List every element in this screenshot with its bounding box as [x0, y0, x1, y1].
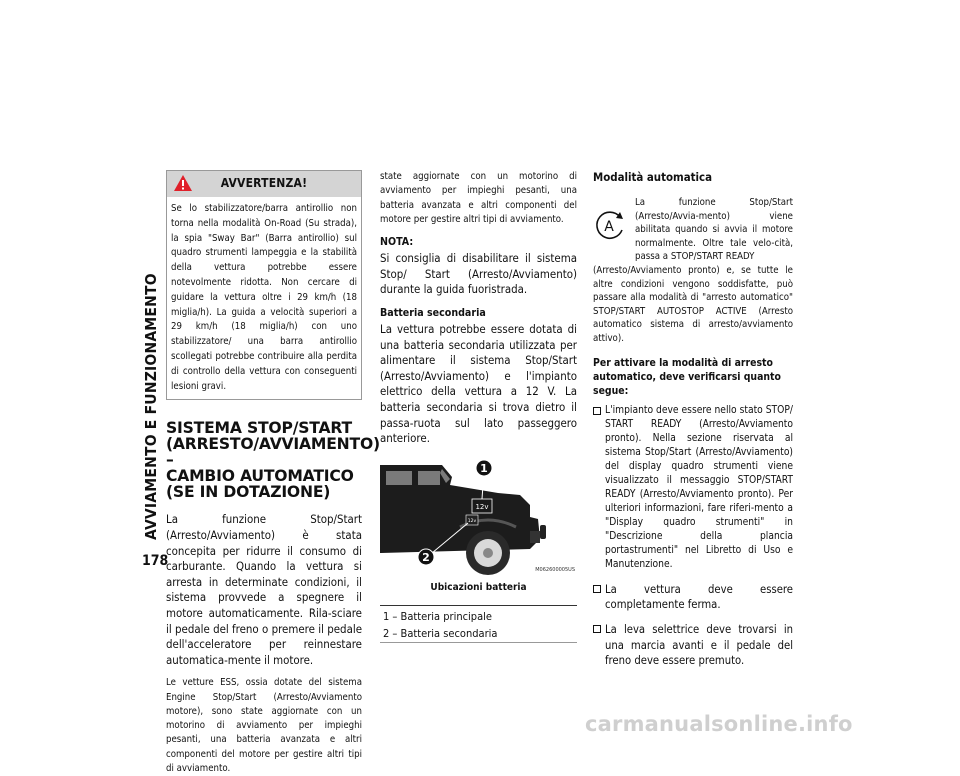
legend-row: 2 – Batteria secondaria: [380, 625, 577, 643]
legend-row: 1 – Batteria principale: [380, 605, 577, 625]
intro-paragraph: La funzione Stop/Start (Arresto/Avviamento) è stata concepita per ridurre il consumo di carburante. Quando la vettura si arresta in determinate condizioni, il sistema provvede a spegnere il motore automaticamente. Rila-sciare il pedale del freno o premere il pedale dell'acceleratore per reinnestare automatica-mente il motore.: [166, 512, 362, 667]
warning-header: [167, 171, 361, 197]
auto-mode-block: [593, 196, 793, 264]
bullet-text: La leva selettrice deve trovarsi in una marcia avanti e il pedale del freno deve essere premuto.: [605, 623, 793, 668]
warning-body: Se lo stabilizzatore/barra antirollio non torna nella modalità On-Road (Su strada), la spia "Sway Bar" (Barra antirollio) sul quadro strumenti lampeggia e la stabilità della vettura potrebbe essere notevolmente ridotta. Non cercare di guidare la vettura oltre i 29 km/h (18 miglia/h). La guida a velocità superiori a 29 km/h (18 miglia/h) con uno stabilizzatore/ una barra antirollio scollegati potrebbe contribuire alla perdita di controllo della vettura con conseguenti lesioni gravi.: [171, 203, 357, 392]
battery-label-secondary: 12v: [467, 518, 477, 524]
page-number: 178: [142, 553, 169, 569]
watermark: carmanualsonline.info: [585, 712, 853, 736]
list-item: [593, 582, 793, 613]
checkbox-bullet-icon: [593, 625, 601, 633]
bullet-text: La vettura deve essere completamente ferma.: [605, 582, 793, 611]
battery-label-main: 12v: [475, 502, 489, 511]
ess-note-paragraph: Le vetture ESS, ossia dotate del sistema Engine Stop/Start (Arresto/Avviamento motore), sono state aggiornate con un motorino di avviamento per impieghi pesanti, una batteria avanzata e altri componenti del motore per gestire altri tipi di avviamento.: [166, 677, 362, 775]
column-3: [593, 170, 793, 679]
heading-line: SISTEMA STOP/START: [166, 419, 352, 438]
secondary-battery-text: La vettura potrebbe essere dotata di una batteria secondaria utilizzata per alimentare il sistema Stop/Start (Arresto/Avviamento) e l'impianto elettrico della vettura a 12 V. La batteria secondaria si trova dietro il passa-ruota sul lato passeggero anteriore.: [380, 321, 577, 446]
section-sidebar: [140, 170, 162, 540]
column-1: [166, 170, 380, 775]
heading-line: (SE IN DOTAZIONE): [166, 483, 331, 502]
warning-title: AVVERTENZA!: [220, 176, 308, 190]
auto-mode-heading: Modalità automatica: [593, 170, 713, 184]
bullet-text: L'impianto deve essere nello stato STOP/ START READY (Arresto/Avviamento pronto). Nella sezione riservata al sistema Stop/Start (Arresto/Avviamento) del display quadro strumenti viene visualizzato il messaggio STOP/START READY (Arresto/Avviamento pronto). Per ulteriori informazioni, fare riferi-mento a "Display quadro strumenti" in "Descrizione della plancia portastrumenti" nel Libretto di Uso e Manutenzione.: [605, 404, 793, 570]
section-heading: [166, 419, 380, 502]
auto-icon-letter: A: [604, 219, 614, 235]
callout-1: 1: [480, 461, 488, 475]
auto-mode-text-rest: (Arresto/Avviamento pronto) e, se tutte le altre condizioni vengono soddisfatte, può passare alla modalità di "arresto automatico" STOP/START AUTOSTOP ACTIVE (Arresto automatico sistema di arresto/avviamento attivo).: [593, 264, 793, 344]
list-item: [593, 622, 793, 668]
figure-code: M062600005US: [535, 566, 575, 573]
auto-mode-text-first: La funzione Stop/Start (Arresto/Avvia-mento) viene abilitata quando si avvia il motore normalmente. Oltre tale velo-cità, passa a STOP/START READY: [635, 197, 793, 263]
battery-figure: [380, 457, 577, 643]
list-item: [593, 404, 793, 572]
nota-label: NOTA:: [380, 236, 414, 249]
heading-line: CAMBIO AUTOMATICO: [166, 467, 354, 486]
warning-box: [166, 170, 362, 400]
callout-2: 2: [422, 550, 430, 564]
activation-title: Per attivare la modalità di arresto automatico, deve verificarsi quanto segue:: [593, 356, 781, 397]
auto-stop-start-icon: [593, 208, 627, 242]
secondary-battery-label: Batteria secondaria: [380, 306, 486, 319]
section-title-vertical: AVVIAMENTO E FUNZIONAMENTO: [142, 273, 160, 540]
column-2: [380, 170, 577, 643]
vehicle-battery-illustration: [380, 457, 577, 575]
ess-note-continued: state aggiornate con un motorino di avviamento per impieghi pesanti, una batteria avanzata e altri componenti del motore per gestire altri tipi di avviamento.: [380, 171, 577, 225]
checkbox-bullet-icon: [593, 585, 601, 593]
checkbox-bullet-icon: [593, 407, 601, 415]
heading-line: (ARRESTO/AVVIAMENTO) –: [166, 435, 380, 470]
nota-text: Si consiglia di disabilitare il sistema Stop/ Start (Arresto/Avviamento) durante la guida fuoristrada.: [380, 251, 577, 297]
figure-caption: Ubicazioni batteria: [430, 581, 527, 593]
